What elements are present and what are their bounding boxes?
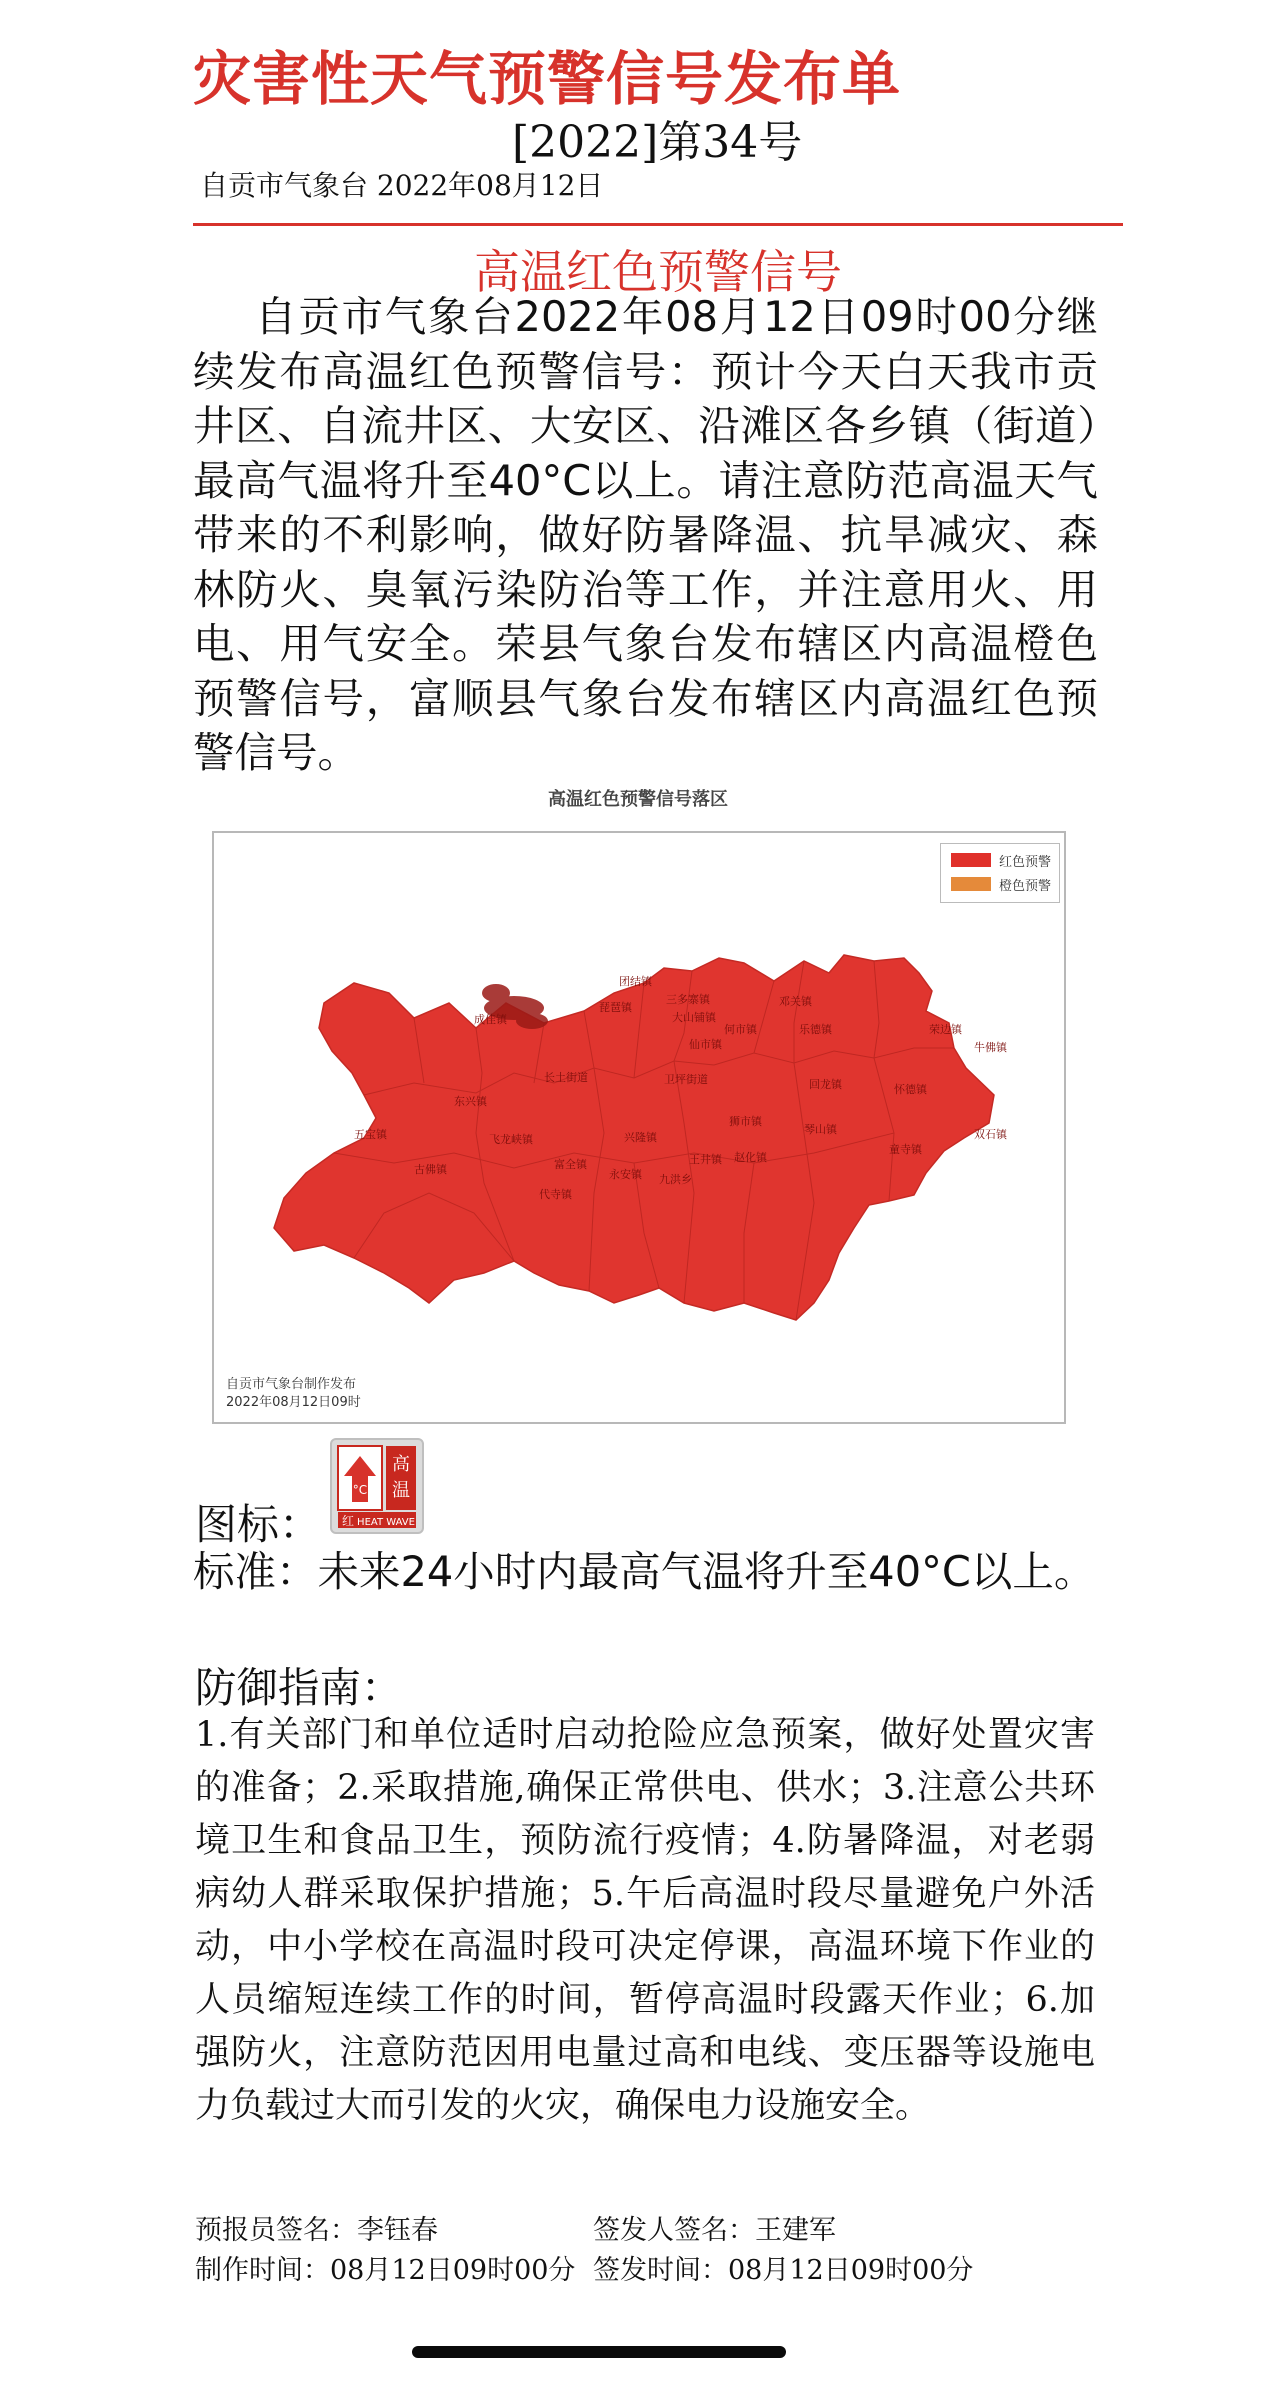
town-label: 卫坪街道 (664, 1073, 708, 1086)
legend-swatch-red (951, 853, 991, 867)
legend-item-red (951, 850, 1051, 870)
header-divider (193, 223, 1123, 226)
issue-time: 签发时间：08月12日09时00分 (593, 2255, 974, 2286)
town-label: 成佳镇 (474, 1013, 507, 1026)
standard-text: 标准：未来24小时内最高气温将升至40°C以上。 (193, 1547, 1096, 1596)
production-time: 制作时间：08月12日09时00分 (195, 2255, 576, 2286)
town-label: 童寺镇 (889, 1143, 922, 1156)
town-label: 兴隆镇 (624, 1131, 657, 1144)
map-credit-publisher: 自贡市气象台制作发布 (226, 1377, 357, 1392)
document-number: [2022]第34号 (512, 117, 803, 168)
town-label: 三多寨镇 (666, 993, 710, 1006)
document-title: 灾害性天气预警信号发布单 (193, 45, 902, 113)
issuer-date-line: 自贡市气象台 2022年08月12日 (200, 169, 604, 202)
legend-swatch-orange (951, 877, 991, 891)
home-indicator[interactable] (412, 2346, 786, 2358)
town-label: 王井镇 (689, 1153, 722, 1166)
town-label: 怀德镇 (894, 1083, 927, 1096)
town-label: 大山铺镇 (672, 1011, 716, 1024)
map-legend (940, 843, 1060, 903)
town-label: 邓关镇 (779, 995, 812, 1008)
town-label: 古佛镇 (414, 1163, 447, 1176)
icon-char-2: 温 (392, 1480, 410, 1501)
town-label: 狮市镇 (729, 1115, 762, 1128)
legend-label-orange: 橙色预警 (999, 878, 1052, 894)
town-label: 代寺镇 (539, 1188, 572, 1201)
map-title: 高温红色预警信号落区 (548, 789, 728, 810)
town-label: 九洪乡 (659, 1173, 692, 1186)
town-label: 永安镇 (609, 1168, 642, 1181)
town-label: 乐德镇 (799, 1023, 832, 1036)
town-label: 长土街道 (544, 1071, 588, 1084)
signal-heading: 高温红色预警信号 (474, 245, 842, 299)
icon-char-1: 高 (392, 1454, 410, 1475)
town-label: 富全镇 (554, 1158, 587, 1171)
issuer-signature: 签发人签名：王建军 (593, 2215, 836, 2246)
town-label: 仙市镇 (689, 1038, 722, 1051)
map-credit-time: 2022年08月12日09时 (226, 1395, 361, 1410)
warning-body-text: 自贡市气象台2022年08月12日09时00分继续发布高温红色预警信号：预计今天白天我市贡井区、自流井区、大安区、沿滩区各乡镇（街道）最高气温将升至40°C以上。请注意防范高温天气带来的不利影响，做好防暑降温、抗旱减灾、森林防火、臭氧污染防治等工作，并注意用火、用电、用气安全。荣县气象台发布辖区内高温橙色预警信号，富顺县气象台发布辖区内高温红色预警信号。 (193, 292, 1098, 777)
town-label: 琴山镇 (804, 1123, 837, 1136)
warning-area-map (210, 785, 1066, 1425)
map-svg (214, 833, 1064, 1422)
town-label: 回龙镇 (809, 1078, 842, 1091)
town-label: 荣边镇 (929, 1023, 962, 1036)
town-label: 双石镇 (974, 1128, 1007, 1141)
legend-label-red: 红色预警 (999, 854, 1052, 870)
town-label: 牛佛镇 (974, 1041, 1007, 1054)
defense-guide-label: 防御指南： (195, 1663, 403, 1712)
heat-wave-red-icon (330, 1438, 424, 1534)
town-label: 团结镇 (619, 975, 652, 988)
legend-item-orange (951, 874, 1051, 894)
icon-english: HEAT WAVE (357, 1517, 415, 1528)
town-label: 东兴镇 (454, 1095, 487, 1108)
town-label: 五宝镇 (354, 1128, 387, 1141)
heat-wave-icon-graphic (332, 1440, 422, 1532)
defense-guide-text: 1.有关部门和单位适时启动抢险应急预案，做好处置灾害的准备；2.采取措施,确保正常供电、供水；3.注意公共环境卫生和食品卫生，预防流行疫情；4.防暑降温，对老弱病幼人群采取保护措施；5.午后高温时段尽量避免户外活动，中小学校在高温时段可决定停课，高温环境下作业的人员缩短连续工作的时间，暂停高温时段露天作业；6.加强防火，注意防范因用电量过高和电线、变压器等设施电力负载过大而引发的火灾，确保电力设施安全。 (195, 1715, 1095, 2126)
town-label: 何市镇 (724, 1023, 757, 1036)
town-label: 琵琶镇 (599, 1001, 632, 1014)
icon-label: 图标： (195, 1500, 322, 1549)
town-label: 飞龙峡镇 (489, 1133, 533, 1146)
forecaster-signature: 预报员签名：李钰春 (195, 2215, 438, 2246)
town-label: 赵化镇 (734, 1151, 767, 1164)
icon-unit: °C (352, 1483, 368, 1497)
icon-level: 红 (341, 1514, 355, 1528)
map-frame (212, 831, 1066, 1424)
